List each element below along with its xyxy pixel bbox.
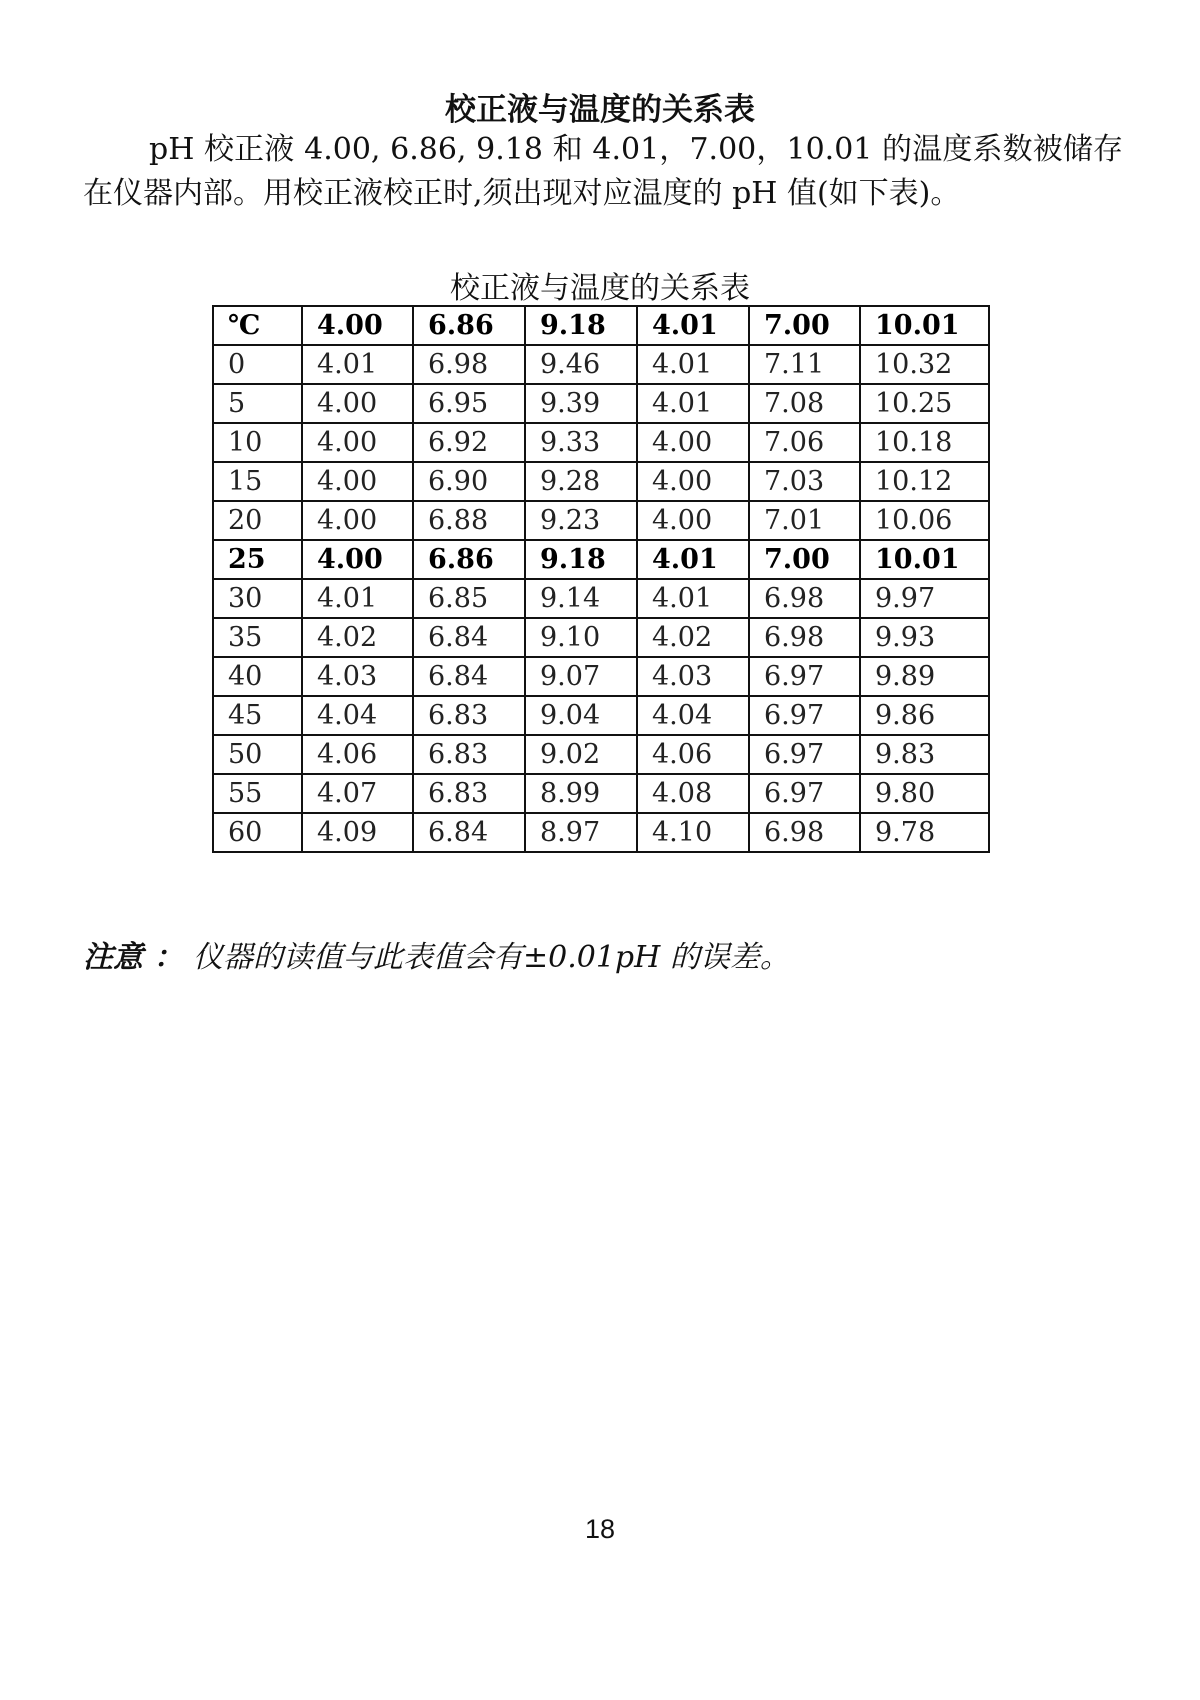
ph-value-cell: 6.88 xyxy=(413,501,525,540)
ph-value-cell: 9.02 xyxy=(525,735,637,774)
ph-value-cell: 4.09 xyxy=(302,813,413,852)
ph-value-cell: 6.97 xyxy=(749,735,860,774)
ph-value-cell: 9.14 xyxy=(525,579,637,618)
ph-value-cell: 9.83 xyxy=(860,735,989,774)
ph-value-cell: 4.00 xyxy=(637,501,749,540)
ph-value-cell: 4.03 xyxy=(302,657,413,696)
ph-value-cell: 4.02 xyxy=(637,618,749,657)
ph-value-cell: 6.84 xyxy=(413,657,525,696)
table-row xyxy=(213,618,989,657)
table-row xyxy=(213,813,989,852)
ph-value-cell: 6.98 xyxy=(749,813,860,852)
ph-value-cell: 9.97 xyxy=(860,579,989,618)
ph-value-cell: 4.03 xyxy=(637,657,749,696)
ph-value-cell: 10.01 xyxy=(860,540,989,579)
header-cell-buffer-4-01: 4.01 xyxy=(637,306,749,345)
ph-value-cell: 9.46 xyxy=(525,345,637,384)
header-cell-buffer-9-18: 9.18 xyxy=(525,306,637,345)
ph-value-cell: 6.90 xyxy=(413,462,525,501)
header-cell-buffer-6-86: 6.86 xyxy=(413,306,525,345)
ph-value-cell: 6.95 xyxy=(413,384,525,423)
table-row xyxy=(213,540,989,579)
temperature-cell: 55 xyxy=(213,774,302,813)
table-row xyxy=(213,462,989,501)
temperature-cell: 35 xyxy=(213,618,302,657)
ph-value-cell: 9.23 xyxy=(525,501,637,540)
ph-value-cell: 9.86 xyxy=(860,696,989,735)
ph-value-cell: 4.00 xyxy=(637,423,749,462)
temperature-cell: 15 xyxy=(213,462,302,501)
note xyxy=(83,932,790,976)
ph-value-cell: 4.01 xyxy=(302,345,413,384)
ph-value-cell: 10.06 xyxy=(860,501,989,540)
ph-value-cell: 6.97 xyxy=(749,696,860,735)
ph-value-cell: 4.00 xyxy=(637,462,749,501)
ph-value-cell: 6.97 xyxy=(749,657,860,696)
temperature-cell: 40 xyxy=(213,657,302,696)
ph-value-cell: 9.93 xyxy=(860,618,989,657)
ph-value-cell: 9.28 xyxy=(525,462,637,501)
table-row xyxy=(213,657,989,696)
table-row xyxy=(213,384,989,423)
ph-value-cell: 7.01 xyxy=(749,501,860,540)
header-cell-buffer-4-00: 4.00 xyxy=(302,306,413,345)
ph-value-cell: 6.85 xyxy=(413,579,525,618)
table-row xyxy=(213,579,989,618)
table-row xyxy=(213,345,989,384)
intro-paragraph xyxy=(83,128,1123,216)
table-row xyxy=(213,696,989,735)
ph-value-cell: 7.03 xyxy=(749,462,860,501)
ph-value-cell: 4.08 xyxy=(637,774,749,813)
ph-value-cell: 6.84 xyxy=(413,813,525,852)
temperature-cell: 25 xyxy=(213,540,302,579)
ph-value-cell: 7.11 xyxy=(749,345,860,384)
ph-value-cell: 6.84 xyxy=(413,618,525,657)
ph-value-cell: 4.06 xyxy=(302,735,413,774)
ph-value-cell: 4.01 xyxy=(637,384,749,423)
table-row xyxy=(213,423,989,462)
ph-value-cell: 9.89 xyxy=(860,657,989,696)
temperature-cell: 45 xyxy=(213,696,302,735)
calibration-table xyxy=(212,305,990,853)
ph-value-cell: 7.06 xyxy=(749,423,860,462)
header-cell-temperature-unit: ℃ xyxy=(213,306,302,345)
page-title: 校正液与温度的关系表 xyxy=(445,92,755,128)
ph-value-cell: 9.33 xyxy=(525,423,637,462)
header-cell-buffer-10-01: 10.01 xyxy=(860,306,989,345)
temperature-cell: 50 xyxy=(213,735,302,774)
ph-value-cell: 4.00 xyxy=(302,462,413,501)
ph-value-cell: 6.97 xyxy=(749,774,860,813)
ph-value-cell: 10.32 xyxy=(860,345,989,384)
ph-value-cell: 9.39 xyxy=(525,384,637,423)
ph-value-cell: 7.08 xyxy=(749,384,860,423)
ph-value-cell: 4.07 xyxy=(302,774,413,813)
ph-value-cell: 4.00 xyxy=(302,384,413,423)
ph-value-cell: 6.98 xyxy=(749,618,860,657)
ph-value-cell: 9.10 xyxy=(525,618,637,657)
header-cell-buffer-7-00: 7.00 xyxy=(749,306,860,345)
table-row xyxy=(213,774,989,813)
page-number: 18 xyxy=(584,1514,616,1544)
calibration-table-body xyxy=(213,306,989,852)
table-header-row xyxy=(213,306,989,345)
temperature-cell: 5 xyxy=(213,384,302,423)
ph-value-cell: 10.25 xyxy=(860,384,989,423)
table-caption: 校正液与温度的关系表 xyxy=(450,271,750,306)
ph-value-cell: 10.18 xyxy=(860,423,989,462)
ph-value-cell: 6.86 xyxy=(413,540,525,579)
ph-value-cell: 4.01 xyxy=(637,540,749,579)
temperature-cell: 10 xyxy=(213,423,302,462)
ph-value-cell: 6.92 xyxy=(413,423,525,462)
ph-value-cell: 6.98 xyxy=(413,345,525,384)
ph-value-cell: 9.04 xyxy=(525,696,637,735)
ph-value-cell: 9.78 xyxy=(860,813,989,852)
ph-value-cell: 7.00 xyxy=(749,540,860,579)
ph-value-cell: 9.07 xyxy=(525,657,637,696)
ph-value-cell: 4.02 xyxy=(302,618,413,657)
note-text: 仪器的读值与此表值会有±0.01pH 的误差。 xyxy=(193,940,790,975)
intro-paragraph-text: pH 校正液 4.00, 6.86, 9.18 和 4.01，7.00，10.01 的温度系数被储存在仪器内部。用校正液校正时,须出现对应温度的 pH 值(如下表)。 xyxy=(83,132,1123,211)
ph-value-cell: 4.00 xyxy=(302,423,413,462)
table-row xyxy=(213,501,989,540)
ph-value-cell: 10.12 xyxy=(860,462,989,501)
ph-value-cell: 4.06 xyxy=(637,735,749,774)
ph-value-cell: 4.01 xyxy=(637,345,749,384)
ph-value-cell: 9.18 xyxy=(525,540,637,579)
ph-value-cell: 6.98 xyxy=(749,579,860,618)
ph-value-cell: 8.97 xyxy=(525,813,637,852)
ph-value-cell: 6.83 xyxy=(413,774,525,813)
temperature-cell: 30 xyxy=(213,579,302,618)
temperature-cell: 20 xyxy=(213,501,302,540)
note-label: 注意 ： xyxy=(83,940,184,975)
ph-value-cell: 6.83 xyxy=(413,735,525,774)
temperature-cell: 60 xyxy=(213,813,302,852)
ph-value-cell: 6.83 xyxy=(413,696,525,735)
table-row xyxy=(213,735,989,774)
ph-value-cell: 4.04 xyxy=(302,696,413,735)
ph-value-cell: 4.01 xyxy=(637,579,749,618)
ph-value-cell: 4.01 xyxy=(302,579,413,618)
ph-value-cell: 9.80 xyxy=(860,774,989,813)
ph-value-cell: 4.00 xyxy=(302,501,413,540)
temperature-cell: 0 xyxy=(213,345,302,384)
ph-value-cell: 4.04 xyxy=(637,696,749,735)
ph-value-cell: 4.10 xyxy=(637,813,749,852)
ph-value-cell: 8.99 xyxy=(525,774,637,813)
ph-value-cell: 4.00 xyxy=(302,540,413,579)
